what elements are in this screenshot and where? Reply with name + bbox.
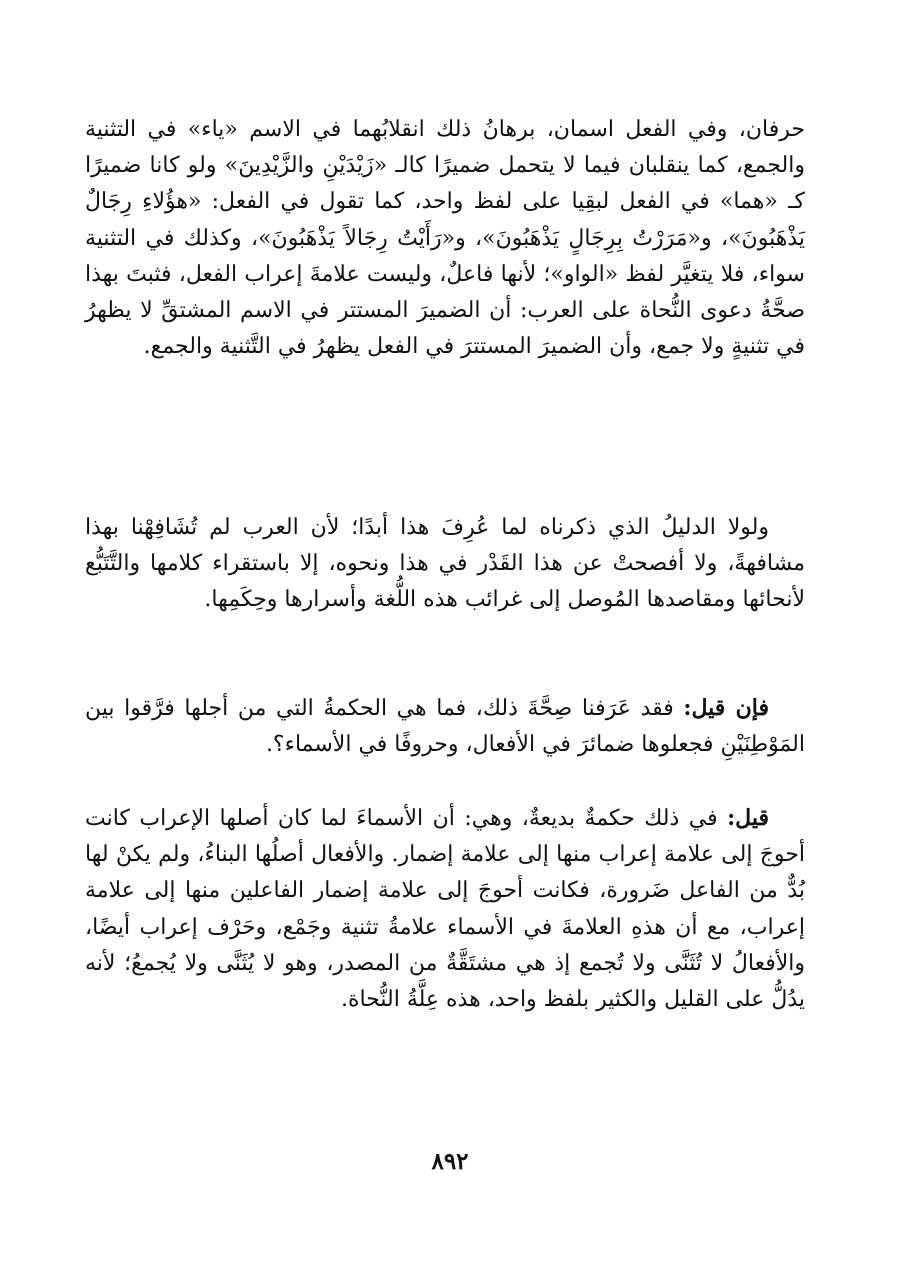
- paragraph-3-body: فقد عَرَفنا صِحَّةَ ذلك، فما هي الحكمةُ التي من أجلها فرَّقوا بين المَوْطِنَيْنِ فجعلوها ضمائرَ في الأفعال، وحروفًا في الأسماء؟.: [85, 696, 805, 758]
- paragraph-4-lead: قيل:: [727, 805, 769, 831]
- paragraph-3-lead: فإن قيل:: [683, 695, 769, 721]
- paragraph-3: [85, 690, 805, 763]
- paragraph-4-body: في ذلك حكمةٌ بديعةٌ، وهي: أن الأسماءَ لما كان أصلها الإعراب كانت أحوجَ إلى علامة إعراب منها إلى علامة إضمار. والأفعال أصلُها البناءُ، ولم يكنْ لها بُدٌّ من الفاعل ضَرورة، فكانت أحوجَ إلى علامة إضمار الفاعلين منها إلى علامة إعراب، مع أن هذهِ العلامةَ في الأسماء علامةُ تثنية وجَمْع، وحَرْف إعراب أيضًا، والأفعالُ لا تُثَنَّى ولا تُجمع إذ هي مشتَقَّةٌ من المصدر، وهو لا يُثَنَّى ولا يُجمعُ؛ لأنه يدُلُّ على القليل والكثير بلفظ واحد، هذه عِلَّةُ النُّحاة.: [85, 806, 805, 1013]
- paragraph-2: ولولا الدليلُ الذي ذكرناه لما عُرِفَ هذا أبدًا؛ لأن العرب لم تُشَافِهْنا بهذا مشافهةً، ولا أفصحتْ عن هذا القَدْر في هذا ونحوه، إلا باستقراء كلامها والتَّتَبُّع لأنحائها ومقاصدها المُوصل إلى غرائب هذه اللُّغة وأسرارها وحِكَمِها.: [85, 515, 805, 613]
- page-body: [0, 112, 900, 1212]
- paragraph-1: حرفان، وفي الفعل اسمان، برهانُ ذلك انقلابُهما في الاسم «ياء» في التثنية والجمع، كما ينقلبان فيما لا يتحمل ضميرًا كالـ «زَيْدَيْنِ والزَّيْدِينَ» ولو كانا ضميرًا كـ «هما» في الفعل لبقِيا على لفظ واحد، كما تقول في الفعل: «هؤُلاءِ رِجَالٌ يَذْهَبُونَ»، و«مَرَرْتُ بِرِجَالٍ يَذْهَبُونَ»، و«رَأَيْتُ رِجَالاً يَذْهَبُونَ»، وكذلك في التثنية سواء، فلا يتغيَّر لفظ «الواو»؛ لأنها فاعلٌ، وليست علامةَ إعراب الفعل، فثبتَ بهذا صحَّةُ دعوى النُّحاة على العرب: أن الضميرَ المستتر في الاسم المشتقِّ لا يظهرُ في تثنيةٍ ولا جمع، وأن الضميرَ المستترَ في الفعل يظهرُ في التَّثنية والجمع.: [85, 117, 805, 360]
- paragraph-4: [85, 800, 805, 1018]
- page-number: ٨٩٢: [431, 1148, 469, 1175]
